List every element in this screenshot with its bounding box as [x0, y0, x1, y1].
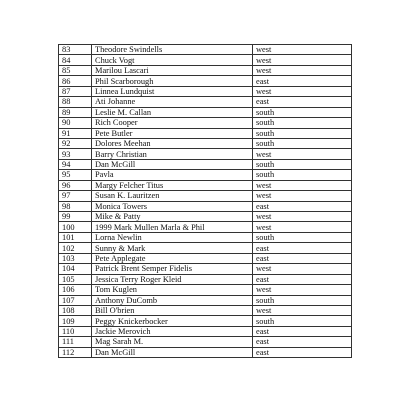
row-number-cell: 86: [59, 76, 92, 86]
table-row: [59, 55, 352, 65]
row-number-cell: 95: [59, 170, 92, 180]
region-cell: east: [253, 76, 352, 86]
table-row: [59, 97, 352, 107]
region-cell: west: [253, 180, 352, 190]
region-cell: west: [253, 55, 352, 65]
row-number-cell: 85: [59, 65, 92, 75]
row-number-cell: 97: [59, 191, 92, 201]
row-number-cell: 83: [59, 45, 92, 55]
row-number-cell: 103: [59, 253, 92, 263]
table-row: [59, 128, 352, 138]
table-row: [59, 65, 352, 75]
region-cell: east: [253, 97, 352, 107]
table-row: [59, 76, 352, 86]
row-number-cell: 101: [59, 232, 92, 242]
row-number-cell: 96: [59, 180, 92, 190]
row-number-cell: 102: [59, 243, 92, 253]
name-cell: Theodore Swindells: [92, 45, 253, 55]
row-number-cell: 105: [59, 274, 92, 284]
region-cell: east: [253, 274, 352, 284]
name-cell: Dan McGill: [92, 159, 253, 169]
table-row: [59, 222, 352, 232]
table-row: [59, 347, 352, 357]
table-row: [59, 316, 352, 326]
row-number-cell: 107: [59, 295, 92, 305]
region-cell: south: [253, 170, 352, 180]
table-row: [59, 86, 352, 96]
name-cell: Mike & Patty: [92, 212, 253, 222]
region-cell: south: [253, 232, 352, 242]
region-cell: east: [253, 201, 352, 211]
row-number-cell: 84: [59, 55, 92, 65]
row-number-cell: 106: [59, 285, 92, 295]
name-cell: Barry Christian: [92, 149, 253, 159]
row-number-cell: 99: [59, 212, 92, 222]
row-number-cell: 112: [59, 347, 92, 357]
name-cell: Dolores Meehan: [92, 138, 253, 148]
row-number-cell: 87: [59, 86, 92, 96]
name-cell: Ati Johanne: [92, 97, 253, 107]
region-cell: east: [253, 253, 352, 263]
row-number-cell: 90: [59, 118, 92, 128]
table-row: [59, 149, 352, 159]
roster-table: [58, 44, 352, 358]
table-row: [59, 118, 352, 128]
name-cell: Pavla: [92, 170, 253, 180]
region-cell: west: [253, 86, 352, 96]
name-cell: Anthony DuComb: [92, 295, 253, 305]
table-row: [59, 107, 352, 117]
row-number-cell: 100: [59, 222, 92, 232]
region-cell: west: [253, 212, 352, 222]
row-number-cell: 91: [59, 128, 92, 138]
name-cell: Susan K. Lauritzen: [92, 191, 253, 201]
region-cell: west: [253, 191, 352, 201]
table-row: [59, 285, 352, 295]
row-number-cell: 94: [59, 159, 92, 169]
name-cell: Jackie Merovich: [92, 326, 253, 336]
table-row: [59, 138, 352, 148]
name-cell: Margy Felcher Titus: [92, 180, 253, 190]
row-number-cell: 110: [59, 326, 92, 336]
table-row: [59, 264, 352, 274]
table-row: [59, 191, 352, 201]
name-cell: Mag Sarah M.: [92, 337, 253, 347]
region-cell: west: [253, 149, 352, 159]
region-cell: west: [253, 305, 352, 315]
region-cell: south: [253, 295, 352, 305]
table-row: [59, 326, 352, 336]
name-cell: Marilou Lascari: [92, 65, 253, 75]
table-row: [59, 295, 352, 305]
name-cell: Pete Applegate: [92, 253, 253, 263]
row-number-cell: 111: [59, 337, 92, 347]
name-cell: Linnea Lundquist: [92, 86, 253, 96]
row-number-cell: 88: [59, 97, 92, 107]
name-cell: Rich Cooper: [92, 118, 253, 128]
table-row: [59, 337, 352, 347]
region-cell: east: [253, 337, 352, 347]
region-cell: south: [253, 128, 352, 138]
table-row: [59, 201, 352, 211]
region-cell: south: [253, 159, 352, 169]
table-row: [59, 180, 352, 190]
table-row: [59, 212, 352, 222]
region-cell: south: [253, 316, 352, 326]
table-row: [59, 253, 352, 263]
region-cell: west: [253, 285, 352, 295]
name-cell: Phil Scarborough: [92, 76, 253, 86]
name-cell: Patrick Brent Semper Fidelis: [92, 264, 253, 274]
region-cell: west: [253, 45, 352, 55]
table-row: [59, 274, 352, 284]
table-row: [59, 243, 352, 253]
row-number-cell: 89: [59, 107, 92, 117]
table-row: [59, 170, 352, 180]
name-cell: Tom Kuglen: [92, 285, 253, 295]
region-cell: east: [253, 347, 352, 357]
row-number-cell: 108: [59, 305, 92, 315]
table-row: [59, 159, 352, 169]
roster-table-body: [59, 45, 352, 358]
region-cell: west: [253, 264, 352, 274]
name-cell: Leslie M. Callan: [92, 107, 253, 117]
name-cell: Bill O'brien: [92, 305, 253, 315]
name-cell: 1999 Mark Mullen Marla & Phil: [92, 222, 253, 232]
name-cell: Peggy Knickerbocker: [92, 316, 253, 326]
table-row: [59, 305, 352, 315]
region-cell: east: [253, 243, 352, 253]
row-number-cell: 98: [59, 201, 92, 211]
region-cell: west: [253, 222, 352, 232]
name-cell: Jessica Terry Roger Kleid: [92, 274, 253, 284]
name-cell: Dan McGill: [92, 347, 253, 357]
table-row: [59, 232, 352, 242]
name-cell: Chuck Vogt: [92, 55, 253, 65]
row-number-cell: 92: [59, 138, 92, 148]
region-cell: south: [253, 138, 352, 148]
region-cell: west: [253, 65, 352, 75]
row-number-cell: 93: [59, 149, 92, 159]
name-cell: Monica Towers: [92, 201, 253, 211]
row-number-cell: 104: [59, 264, 92, 274]
name-cell: Pete Butler: [92, 128, 253, 138]
region-cell: south: [253, 118, 352, 128]
name-cell: Sunny & Mark: [92, 243, 253, 253]
name-cell: Lorna Newlin: [92, 232, 253, 242]
table-row: [59, 45, 352, 55]
row-number-cell: 109: [59, 316, 92, 326]
region-cell: east: [253, 326, 352, 336]
region-cell: south: [253, 107, 352, 117]
